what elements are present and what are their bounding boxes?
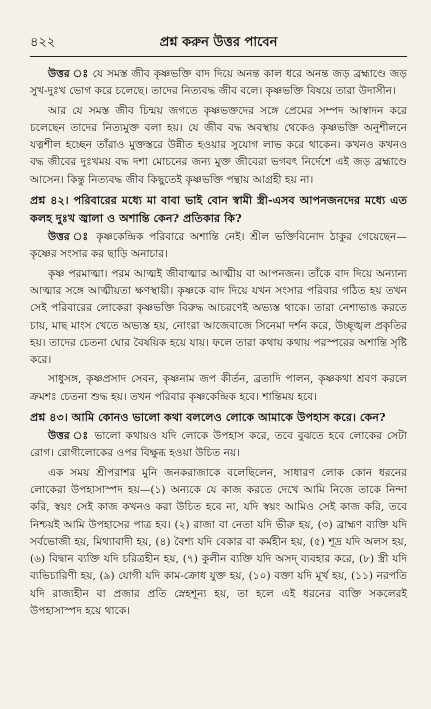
answer-text: ভালো কথায়ও যদি লোকে উপহাস করে, তবে বুঝতে হবে লোকের সেটা রোগ। রোগীলোকের ওপর বিক্ষুব্ধ হওয়া উচিত নয়। — [30, 430, 407, 460]
answer-paragraph — [30, 66, 407, 101]
answer-paragraph — [30, 229, 407, 264]
answer-text: কৃষ্ণকেন্দ্রিক পরিবারে অশান্তি নেই। শ্রীল ভক্তিবিনোদ ঠাকুর গেয়েছেন— কৃষ্ণের সংসার কর ছাড়ি অনাচার। — [30, 231, 407, 261]
page-number: ৪২২ — [30, 35, 56, 50]
page-header — [30, 33, 407, 51]
page-body — [30, 66, 407, 622]
answer-label: উত্তর ঃ — [48, 68, 89, 80]
body-paragraph: এক সময় শ্রীপরাশর মুনি জনকরাজাকে বলেছিলেন, সাধারণ লোক কোন ধরনের লোকেরা উপহাসাস্পদ হয়—(১) অন্যকে যে কাজ করতে দেখে আমি নিজে তাকে নিন্দা করি, স্বয়ং সেই কাজ কখনও করা উচিত হবে না, যদি স্বয়ং আমিও সেই কাজ করি, তবে নিশ্চয়ই আমি উপহাসের পাত্র হব। (২) রাজা বা নেতা যদি ভীরু হয়, (৩) ব্রাহ্মণ ব্যক্তি যদি সর্বভোজী হয়, মিথ্যাবাদী হয়, (৪) বৈশ্য যদি বেকার বা কর্মহীন হয়, (৫) শূদ্র যদি অলস হয়, (৬) বিদ্বান ব্যক্তি যদি চরিত্রহীন হয়, (৭) কুলীন ব্যক্তি যদি অসদ্ ব্যবহার করে, (৮) স্ত্রী যদি ব্যভিচারিণী হয়, (৯) যোগী যদি কাম-ক্রোধ যুক্ত হয়, (১০) বক্তা যদি মূর্খ হয়, (১১) নরপতি যদি রাজ্যহীন বা প্রজার প্রতি স্নেহশূন্য হয়, তা হলে এই ধরনের ব্যক্তি সকলেরই উপহাসাস্পদ হয়ে থাকে। — [30, 466, 407, 618]
answer-label: উত্তর ঃ — [48, 430, 90, 443]
body-paragraph: আর যে সমস্ত জীব চিন্ময় জগতে কৃষ্ণভক্তদের সঙ্গে প্রেমের সম্পদ আস্বাদন করে চলেছেন তাদের নিত্যমুক্ত বলা হয়। যে জীব বদ্ধ অবস্থায় থেকেও কৃষ্ণভক্তি অনুশীলনে যত্নশীল হচ্ছেন তাঁরাও মুক্তস্তরে উন্নীত হওয়ার সুযোগ লাভ করে থাকেন। কখনও কখনও বদ্ধ জীবের দুঃখময় বদ্ধ দশা মোচনের জন্য মুক্ত জীবেরা ভগবৎ নির্দেশে এই জড় ব্রহ্মাণ্ডে আসেন। কিন্তু নিত্যবদ্ধ জীব কিছুতেই কৃষ্ণভক্তি পন্থায় আগ্রহী হয় না। — [30, 104, 407, 186]
answer-text: যে সমস্ত জীব কৃষ্ণভক্তি বাদ দিয়ে অনন্ত কাল ধরে অনন্ত জড় ব্রহ্মাণ্ডে জড় সুখ-দুঃখ ভোগ করে চলেছে। তাদের নিত্যবদ্ধ জীব বলে। কৃষ্ণভক্তি বিষয়ে তারা উদাসীন। — [30, 68, 407, 98]
answer-label: উত্তর ঃ — [48, 231, 91, 244]
question-heading: প্রশ্ন ৪২। পরিবারের মধ্যে মা বাবা ভাই বোন স্বামী স্ত্রী-এসব আপনজনদের মধ্যে এত কলহ দুঃখ জ্বালা ও অশান্তি কেন? প্রতিকার কি? — [30, 193, 407, 226]
running-title: প্রশ্ন করুন উত্তর পাবেন — [159, 35, 278, 50]
answer-paragraph — [30, 428, 407, 463]
body-paragraph: কৃষ্ণ পরমাত্মা। পরম আত্মই জীবাত্মার আত্মীয় বা আপনজন। তাঁকে বাদ দিয়ে অন্যান্য আত্মার সঙ্গে আত্মীয়তা ক্ষণস্থায়ী। কৃষ্ণকে বাদ দিয়ে যখন সংসার পরিবার গঠিত হয় তখন সেই পরিবারের লোকেরা কৃষ্ণভক্তি বিরুদ্ধ আচরণেই অভ্যস্ত থাকে। তারা নেশাভাঙ করতে চায়, মাছ মাংস খেতে অভ্যস্ত হয়, নোংরা আজেবাজে সিনেমা দর্শন করে, উচ্ছৃঙ্খল প্রকৃতির হয়। তাদের চেতনা ঘোর বৈষয়িক হয়ে যায়। ফলে তারা কথায় কথায় পরস্পরের অশান্তি সৃষ্টি করে। — [30, 267, 407, 367]
header-rule — [30, 56, 407, 57]
question-heading: প্রশ্ন ৪৩। আমি কোনও ভালো কথা বললেও লোকে আমাকে উপহাস করে। কেন? — [30, 410, 386, 425]
body-paragraph: সাধুসঙ্গ, কৃষ্ণপ্রসাদ সেবন, কৃষ্ণনাম জপ কীর্তন, ব্রতাদি পালন, কৃষ্ণকথা শ্রবণ করলে ক্রমশঃ চেতনা শুদ্ধ হয়। তখন পরিবার কৃষ্ণকেন্দ্রিক হবে। শান্তিময় হবে। — [30, 373, 407, 403]
